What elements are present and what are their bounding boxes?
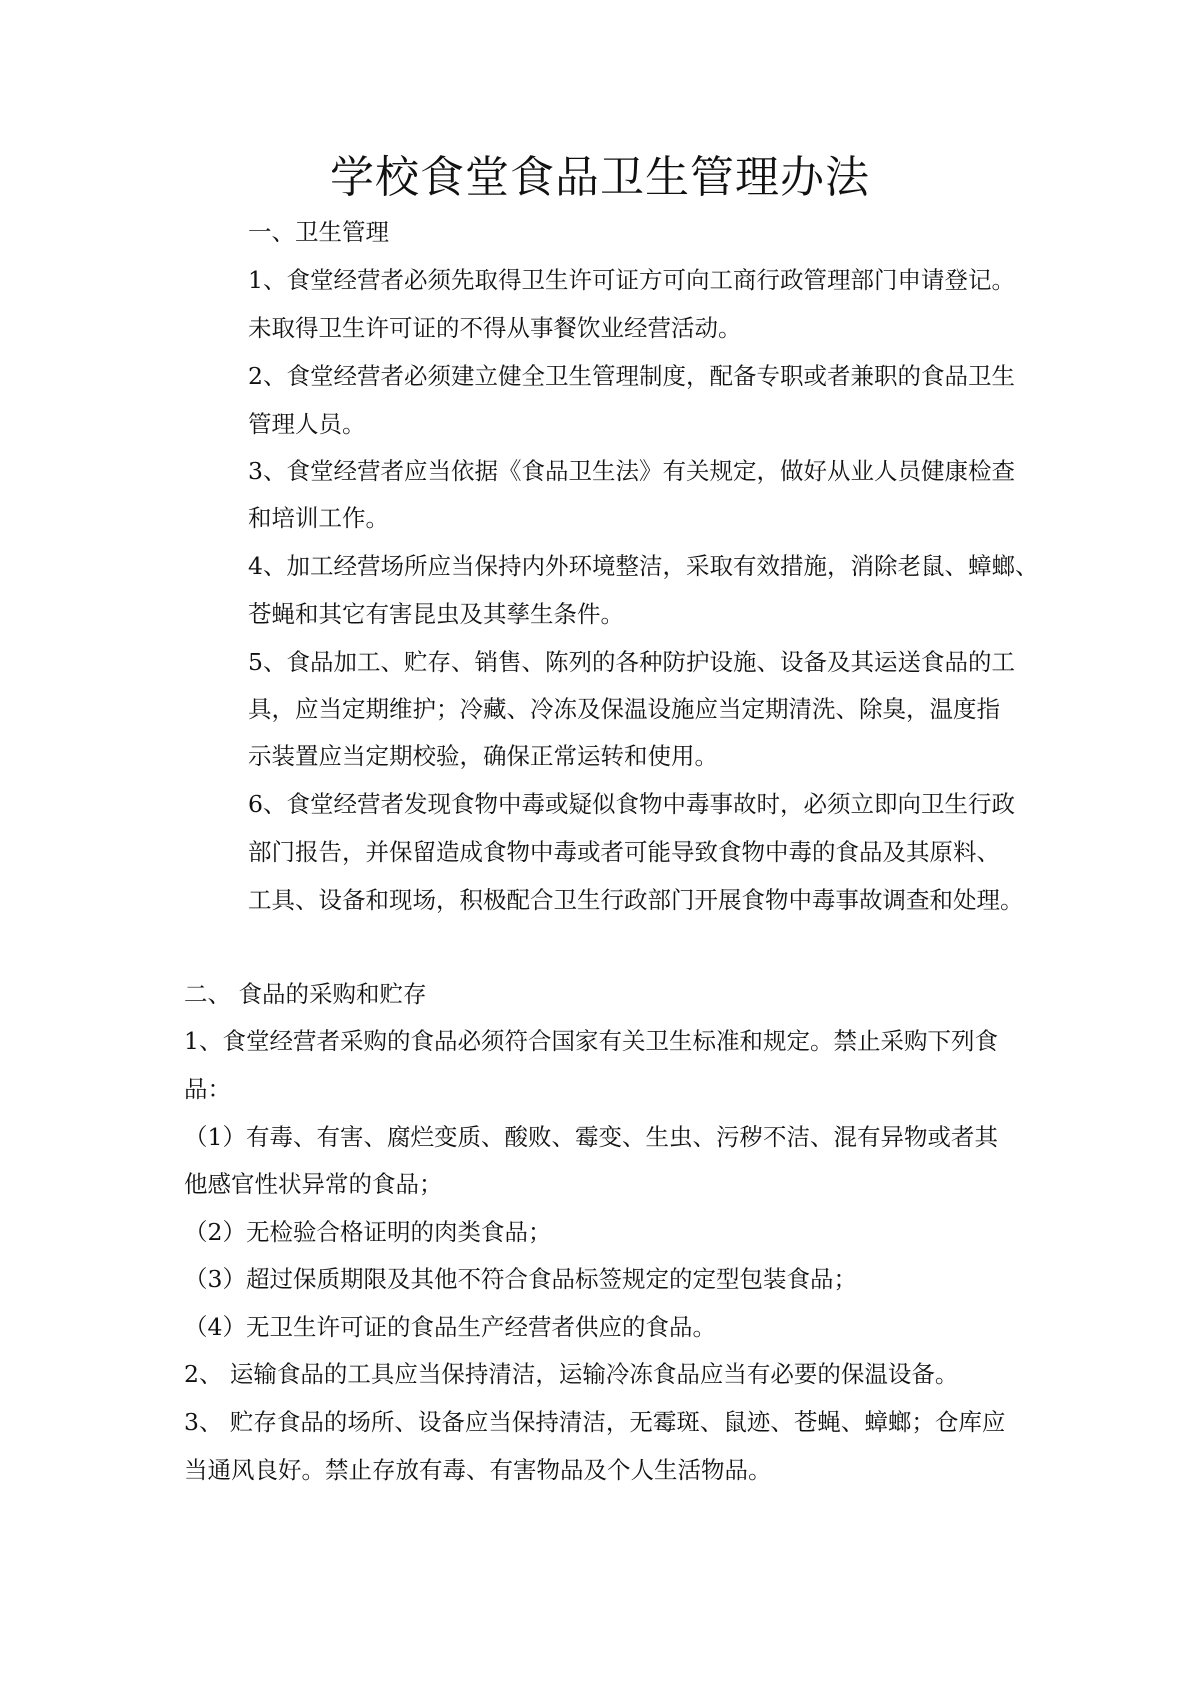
paragraph-line: 4、加工经营场所应当保持内外环境整洁，采取有效措施，消除老鼠、蟑螂、 <box>248 552 1039 580</box>
section-heading: 二、 食品的采购和贮存 <box>184 980 427 1008</box>
paragraph-line: 具，应当定期维护；冷藏、冷冻及保温设施应当定期清洗、除臭，温度指 <box>248 695 1000 723</box>
paragraph-line: 2、食堂经营者必须建立健全卫生管理制度，配备专职或者兼职的食品卫生 <box>248 362 1015 390</box>
paragraph-line: 部门报告，并保留造成食物中毒或者可能导致食物中毒的食品及其原料、 <box>248 838 1000 866</box>
paragraph-line: 2、 运输食品的工具应当保持清洁，运输冷冻食品应当有必要的保温设备。 <box>184 1360 959 1388</box>
paragraph-line: 1、食堂经营者必须先取得卫生许可证方可向工商行政管理部门申请登记。 <box>248 266 1015 294</box>
paragraph-line: 品： <box>184 1075 231 1103</box>
paragraph-line: 和培训工作。 <box>248 504 389 532</box>
paragraph-line: 未取得卫生许可证的不得从事餐饮业经营活动。 <box>248 314 742 342</box>
paragraph-line: （1）有毒、有害、腐烂变质、酸败、霉变、生虫、污秽不洁、混有异物或者其 <box>184 1123 998 1151</box>
paragraph-line: 管理人员。 <box>248 410 366 438</box>
paragraph-line: 当通风良好。禁止存放有毒、有害物品及个人生活物品。 <box>184 1456 772 1484</box>
paragraph-line: 3、食堂经营者应当依据《食品卫生法》有关规定，做好从业人员健康检查 <box>248 457 1015 485</box>
paragraph-line: 苍蝇和其它有害昆虫及其孳生条件。 <box>248 600 624 628</box>
paragraph-line: 示装置应当定期校验，确保正常运转和使用。 <box>248 742 718 770</box>
section-heading: 一、卫生管理 <box>248 218 389 246</box>
paragraph-line: 1、食堂经营者采购的食品必须符合国家有关卫生标准和规定。禁止采购下列食 <box>184 1027 998 1055</box>
paragraph-line: （4）无卫生许可证的食品生产经营者供应的食品。 <box>184 1313 716 1341</box>
paragraph-line: 3、 贮存食品的场所、设备应当保持清洁，无霉斑、鼠迹、苍蝇、蟑螂；仓库应 <box>184 1408 1006 1436</box>
paragraph-line: （3）超过保质期限及其他不符合食品标签规定的定型包装食品； <box>184 1265 857 1293</box>
paragraph-line: （2）无检验合格证明的肉类食品； <box>184 1218 552 1246</box>
paragraph-line: 6、食堂经营者发现食物中毒或疑似食物中毒事故时，必须立即向卫生行政 <box>248 790 1015 818</box>
paragraph-line: 5、食品加工、贮存、销售、陈列的各种防护设施、设备及其运送食品的工 <box>248 648 1015 676</box>
paragraph-line: 工具、设备和现场，积极配合卫生行政部门开展食物中毒事故调查和处理。 <box>248 886 1024 914</box>
document-title: 学校食堂食品卫生管理办法 <box>330 152 870 203</box>
paragraph-line: 他感官性状异常的食品； <box>184 1170 443 1198</box>
